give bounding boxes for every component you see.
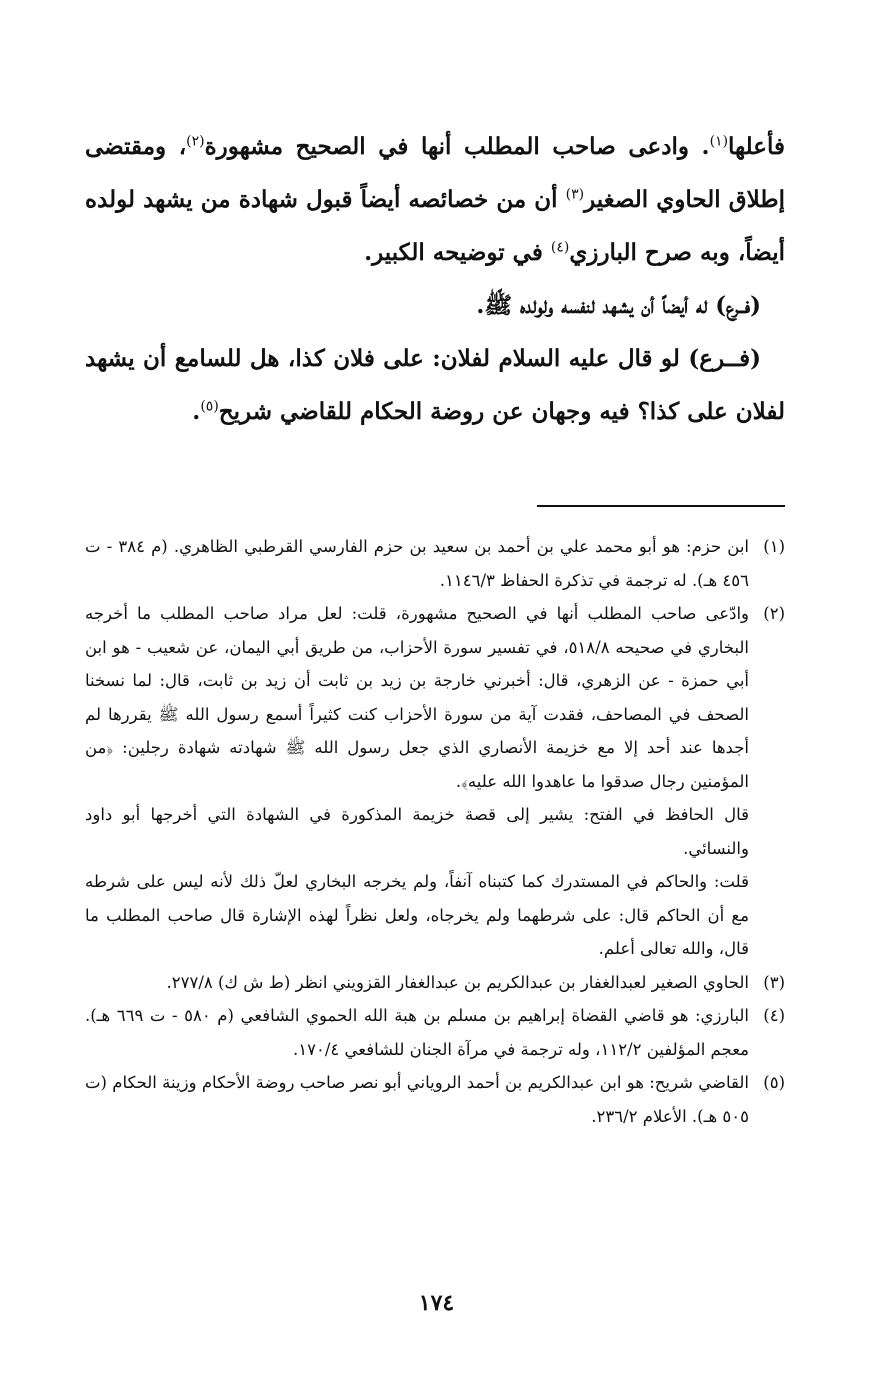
footnote-paragraph: وادّعى صاحب المطلب أنها في الصحيح مشهورة، قلت: لعل مراد صاحب المطلب ما أخرجه البخاري في صحيحه ٥١٨/٨، في تفسير سورة الأحزاب، من طريق أبي اليمان، عن شعيب - هو ابن أبي حمزة - عن الزهري، قال: أخبرني خارجة بن زيد بن ثابت أن زيد بن ثابت، قال: لما نسخنا الصحف في المصاحف، فقدت آية من سورة الأحزاب كنت كثيراً أسمع رسول الله ﷺ يقررها لم أجدها عند أحد إلا مع خزيمة الأنصاري الذي جعل رسول الله ﷺ شهادته شهادة رجلين: ﴿من المؤمنين رجال صدقوا ما عاهدوا الله عليه﴾.: [85, 604, 749, 791]
text-run: .: [192, 398, 201, 425]
text-run: ، ومقتضى إطلاق الحاوي الصغير: [85, 133, 785, 213]
footnote-ref-2: (٢): [186, 133, 205, 150]
footnote-body: [85, 966, 749, 1000]
footnote-ref-5: (٥): [200, 398, 219, 415]
footnote-number: (٥): [763, 1073, 785, 1092]
footnote-number: (٢): [763, 604, 785, 623]
footnote-body: [85, 597, 749, 966]
footnote-ref-3: (٣): [565, 186, 585, 203]
footnote-paragraph: قلت: والحاكم في المستدرك كما كتبناه آنفاً، ولم يخرجه البخاري لعلّ ذلك لأنه ليس على شرطه مع أن الحاكم قال: على شرطهما ولم يخرجاه، ولعل نظراً لهذه الإشارة قال صاحب المطلب ما قال، والله تعالى أعلم.: [85, 872, 749, 958]
footnotes: [85, 530, 785, 1133]
footnote-1: [85, 530, 785, 597]
text-run: . وادعى صاحب المطلب أنها في الصحيح مشهورة: [204, 133, 710, 160]
footnote-number: (١): [763, 537, 785, 556]
text-run: فأعلها: [728, 133, 785, 160]
text-run: أن من خصائصه أيضاً قبول شهادة من يشهد لولده أيضاً، وبه صرح البارزي: [85, 186, 785, 266]
footnote-body: [85, 530, 749, 597]
footnote-2: [85, 597, 785, 966]
footnote-paragraph: ابن حزم: هو أبو محمد علي بن أحمد بن سعيد بن حزم الفارسي القرطبي الظاهري. (م ٣٨٤ - ت ٤٥٦ هـ). له ترجمة في تذكرة الحفاظ ١١٤٦/٣.: [85, 537, 749, 590]
footnote-5: [85, 1066, 785, 1133]
footnote-paragraph: البارزي: هو قاضي القضاة إبراهيم بن مسلم بن هبة الله الحموي الشافعي (م ٥٨٠ - ت ٦٦٩ هـ). معجم المؤلفين ١١٢/٢، وله ترجمة في مرآة الجنان للشافعي ١٧٠/٤.: [85, 1006, 749, 1059]
page-number: ١٧٤: [418, 1290, 455, 1316]
footnote-number: (٤): [763, 1006, 785, 1025]
footnote-paragraph: القاضي شريح: هو ابن عبدالكريم بن أحمد الروياني أبو نصر صاحب روضة الأحكام وزينة الحكام (ت ٥٠٥ هـ). الأعلام ٢٣٦/٢.: [85, 1073, 749, 1126]
footnote-3: [85, 966, 785, 1000]
footnote-paragraph: قال الحافظ في الفتح: يشير إلى قصة خزيمة المذكورة في الشهادة التي أخرجها أبو داود والنسائي.: [85, 805, 749, 858]
footnote-4: [85, 999, 785, 1066]
footnote-separator: [537, 505, 785, 507]
text-run: في توضيحه الكبير.: [364, 239, 551, 266]
footnote-body: [85, 999, 749, 1066]
main-paragraph-2: (فــرع) له أيضاً أن يشهد لنفسه ولولده ﷺ.: [476, 292, 761, 319]
text-run: (فــرع) لو قال عليه السلام لفلان: على فلان كذا، هل للسامع أن يشهد لفلان على كذا؟ فيه وجهان عن روضة الحكام للقاضي شريح: [85, 345, 785, 425]
footnote-ref-1: (١): [709, 133, 729, 150]
main-text: [85, 120, 785, 438]
main-paragraph-3: [85, 332, 785, 438]
footnote-paragraph: الحاوي الصغير لعبدالغفار بن عبدالكريم بن عبدالغفار القزويني انظر (ط ش ك) ٢٧٧/٨.: [166, 972, 749, 992]
footnote-body: [85, 1066, 749, 1133]
footnote-ref-4: (٤): [550, 239, 570, 256]
footnote-number: (٣): [763, 972, 785, 992]
main-paragraph-1: [85, 120, 785, 279]
